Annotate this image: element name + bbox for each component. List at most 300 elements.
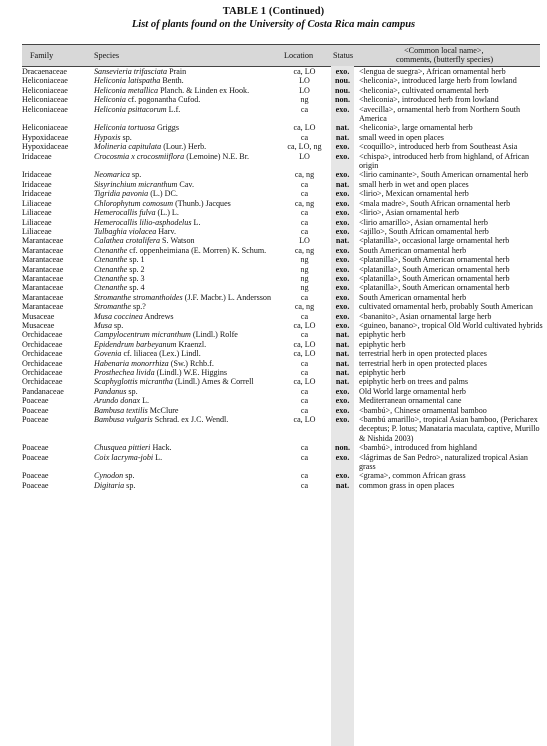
comment-cell: small weed in open places <box>359 132 444 142</box>
species-author: Schrad. ex J.C. Wendl. <box>152 415 229 425</box>
location-cell: ca <box>300 396 309 406</box>
species-author: (L.) L. <box>155 208 179 218</box>
comment-cell: <bambú>, Chinese ornamental bamboo <box>359 405 487 415</box>
location-cell: ng <box>300 264 309 274</box>
species-cell <box>94 321 278 330</box>
family-cell: Poaceae <box>22 415 49 425</box>
table-header <box>22 44 540 67</box>
location-cell: ca <box>300 208 309 218</box>
family-cell: Pandanaceae <box>22 386 64 396</box>
species-author: cf. pogonantha Cufod. <box>125 95 201 105</box>
status-cell: exo. <box>335 386 350 396</box>
table-row <box>22 330 545 339</box>
table-row <box>22 255 545 264</box>
species-author: McClure <box>147 405 179 415</box>
species-name: Tulbaghia violacea <box>94 226 157 236</box>
family-cell: Hypoxidaceae <box>22 142 69 152</box>
species-cell <box>94 387 278 396</box>
species-name: Molineria capitulata <box>94 142 162 152</box>
comment-cell: <heliconia>, cultivated ornamental herb <box>359 85 489 95</box>
species-name: Sisyrinchium micranthum <box>94 179 178 189</box>
family-cell: Orchidaceae <box>22 368 63 377</box>
species-name: Ctenanthe <box>94 283 128 293</box>
table-row <box>22 396 545 405</box>
species-name: Hemerocallis lilio-asphodelus <box>94 217 192 227</box>
species-author: cf. oppenheimiana (E. Morren) K. Schum. <box>127 245 267 255</box>
location-cell: ca, LO <box>293 377 316 387</box>
species-name: Heliconia <box>94 95 126 105</box>
table-row <box>22 142 545 151</box>
species-cell <box>94 123 278 132</box>
comment-cell: epiphytic herb <box>359 339 406 349</box>
species-cell <box>94 189 278 198</box>
location-cell: LO <box>299 236 310 246</box>
species-name: Scaphyglottis micrantha <box>94 377 173 387</box>
comment-cell: <heliconia>, introduced large herb from lowland <box>359 76 517 86</box>
status-cell: exo. <box>335 151 350 161</box>
species-author: (L.) DC. <box>148 189 178 199</box>
header-status: Status <box>333 51 354 60</box>
family-cell: Orchidaceae <box>22 349 63 359</box>
location-cell: ca, ng <box>294 198 315 208</box>
species-author: (Lindl.) W.E. Higgins <box>154 368 228 377</box>
species-name: Epidendrum barbeyanum <box>94 339 177 349</box>
table-subtitle: List of plants found on the University of Costa Rica main campus <box>131 19 416 30</box>
species-name: Bambusa vulgaris <box>94 415 153 425</box>
species-author: Hack. <box>150 443 172 453</box>
comment-cell: <platanilla>, South American ornamental herb <box>359 283 510 293</box>
species-name: Prosthechea livida <box>94 368 155 377</box>
species-name: Arundo donax <box>94 396 141 406</box>
family-cell: Poaceae <box>22 396 49 406</box>
species-cell <box>94 377 278 386</box>
species-cell <box>94 359 278 368</box>
location-cell: ca, LO <box>293 339 316 349</box>
species-cell <box>94 208 278 217</box>
table-row <box>22 293 545 302</box>
species-name: Govenia <box>94 349 122 359</box>
species-name: Sansevieria trifasciata <box>94 67 168 76</box>
table-row <box>22 387 545 396</box>
location-cell: ca <box>300 104 309 114</box>
comment-cell: <avecilla>, ornamental herb from Northern South America <box>359 104 521 124</box>
location-cell: ng <box>300 95 309 105</box>
location-cell: ca <box>300 132 309 142</box>
table-row <box>22 133 545 142</box>
status-cell: exo. <box>335 226 350 236</box>
table-row <box>22 359 545 368</box>
comment-cell: South American ornamental herb <box>359 292 467 302</box>
species-name: Ctenanthe <box>94 245 128 255</box>
comment-cell: <bananito>, Asian ornamental large herb <box>359 311 492 321</box>
family-cell: Poaceae <box>22 405 49 415</box>
species-name: Ctenanthe <box>94 273 128 283</box>
species-name: Hemerocallis fulva <box>94 208 156 218</box>
table-row <box>22 283 545 292</box>
comment-cell: <platanilla>, South American ornamental herb <box>359 255 510 265</box>
location-cell: ca <box>300 471 309 481</box>
status-cell: nat. <box>335 349 350 359</box>
plants-table <box>22 67 545 490</box>
family-cell: Heliconiaceae <box>22 104 68 114</box>
header-species: Species <box>94 51 120 60</box>
status-cell: exo. <box>335 273 350 283</box>
status-cell: nat. <box>335 339 350 349</box>
species-cell <box>94 152 278 171</box>
comment-cell: <guineo, banano>, tropical Old World cultivated hybrids <box>359 320 543 330</box>
header-family: Family <box>30 51 54 60</box>
species-name: Heliconia psittacorum <box>94 104 167 114</box>
species-author: sp. 3 <box>127 273 145 283</box>
status-cell: nou. <box>334 85 351 95</box>
location-cell: LO <box>299 151 310 161</box>
comment-cell: <heliconia>, introduced herb from lowland <box>359 95 499 105</box>
table-row <box>22 406 545 415</box>
comment-cell: <ajillo>, South African ornamental herb <box>359 226 489 236</box>
species-cell <box>94 302 278 311</box>
table-row <box>22 95 545 104</box>
species-name: Ctenanthe <box>94 264 128 274</box>
table-row <box>22 67 545 76</box>
comment-cell: terrestrial herb in open protected places <box>359 349 487 359</box>
family-cell: Orchidaceae <box>22 377 63 387</box>
family-cell: Liliaceae <box>22 198 52 208</box>
comment-cell: <lágrimas de San Pedro>, naturalized tropical Asian grass <box>359 452 528 472</box>
location-cell: ca <box>300 189 309 199</box>
family-cell: Dracaenaceae <box>22 67 67 76</box>
species-author: (Sw.) Rchb.f. <box>168 358 214 368</box>
species-author: L.f. <box>166 104 181 114</box>
table-row <box>22 227 545 236</box>
family-cell: Heliconiaceae <box>22 76 68 86</box>
table-body <box>22 67 545 490</box>
status-cell: exo. <box>335 189 350 199</box>
species-author: (Lindl.) Ames & Correll <box>172 377 254 387</box>
species-author: Harv. <box>156 226 176 236</box>
table-row <box>22 443 545 452</box>
family-cell: Marantaceae <box>22 283 64 293</box>
status-cell: exo. <box>335 405 350 415</box>
species-author: (Lindl.) Rolfe <box>190 330 238 340</box>
location-cell: ca, ng <box>294 302 315 312</box>
species-cell <box>94 471 278 480</box>
family-cell: Orchidaceae <box>22 339 63 349</box>
species-author: (Thunb.) Jacques <box>173 198 231 208</box>
status-cell: exo. <box>335 415 350 425</box>
family-cell: Marantaceae <box>22 236 64 246</box>
family-cell: Marantaceae <box>22 264 64 274</box>
location-cell: ca <box>300 217 309 227</box>
species-author: cf. liliacea (Lex.) Lindl. <box>121 349 201 359</box>
species-name: Campylocentrum micranthum <box>94 330 191 340</box>
location-cell: ng <box>300 255 309 265</box>
status-cell: nat. <box>335 132 350 142</box>
status-cell: non. <box>334 443 351 453</box>
species-author: sp. <box>126 386 138 396</box>
species-cell <box>94 180 278 189</box>
status-cell: nat. <box>335 368 350 377</box>
status-cell: exo. <box>335 452 350 462</box>
table-row <box>22 246 545 255</box>
status-cell: exo. <box>335 471 350 481</box>
family-cell: Marantaceae <box>22 273 64 283</box>
status-cell: exo. <box>335 67 350 76</box>
table-row <box>22 208 545 217</box>
family-cell: Orchidaceae <box>22 358 63 368</box>
table-row <box>22 180 545 189</box>
comment-cell: cultivated ornamental herb, probably South American <box>359 302 533 312</box>
table-row <box>22 152 545 171</box>
table-row <box>22 123 545 132</box>
comment-cell: <lengua de suegra>, African ornamental herb <box>359 67 506 76</box>
species-name: Chusquea pittieri <box>94 443 151 453</box>
status-cell: nou. <box>334 76 351 86</box>
table-row <box>22 415 545 443</box>
species-name: Habenaria monorrhiza <box>94 358 169 368</box>
family-cell: Poaceae <box>22 480 49 490</box>
species-cell <box>94 67 278 76</box>
table-row <box>22 471 545 480</box>
species-cell <box>94 443 278 452</box>
comment-cell: small herb in wet and open places <box>359 179 469 189</box>
species-author: Griggs <box>154 123 179 133</box>
species-name: Bambusa textilis <box>94 405 148 415</box>
species-cell <box>94 170 278 179</box>
species-name: Ctenanthe <box>94 255 128 265</box>
location-cell: ca <box>300 368 309 377</box>
species-author: S. Watson <box>160 236 195 246</box>
species-name: Stromanthe stromanthoides <box>94 292 183 302</box>
family-cell: Poaceae <box>22 452 49 462</box>
species-author: sp. <box>129 170 142 180</box>
status-cell: nat. <box>335 480 350 490</box>
comment-cell: <bambú amarillo>, tropical Asian bamboo, (Pericharex deceptus; P. lotus; Manataria maculata, captive, Murillo & Nishida 2003) <box>359 415 540 443</box>
location-cell: LO <box>299 85 310 95</box>
comment-cell: <platanilla>, South American ornamental herb <box>359 264 510 274</box>
table-row <box>22 349 545 358</box>
comment-cell: <heliconia>, large ornamental herb <box>359 123 473 133</box>
species-name: Heliconia latispatha <box>94 76 161 86</box>
status-cell: exo. <box>335 255 350 265</box>
table-row <box>22 236 545 245</box>
table-row <box>22 76 545 85</box>
species-author: Benth. <box>160 76 184 86</box>
species-cell <box>94 274 278 283</box>
species-cell <box>94 255 278 264</box>
status-cell: exo. <box>335 208 350 218</box>
species-author: sp. <box>112 320 124 330</box>
comment-cell: <platanilla>, South American ornamental herb <box>359 273 510 283</box>
species-name: Crocosmia x crocosmiiflora <box>94 151 185 161</box>
family-cell: Hypoxidaceae <box>22 132 69 142</box>
location-cell: ca <box>300 452 309 462</box>
location-cell: ca, LO <box>293 415 316 425</box>
table-row <box>22 274 545 283</box>
family-cell: Heliconiaceae <box>22 123 68 133</box>
species-cell <box>94 105 278 124</box>
table-row <box>22 340 545 349</box>
species-cell <box>94 227 278 236</box>
comment-cell: epiphytic herb <box>359 368 406 377</box>
table-title: TABLE 1 (Continued) <box>222 6 325 17</box>
family-cell: Musaceae <box>22 311 55 321</box>
species-cell <box>94 76 278 85</box>
species-cell <box>94 283 278 292</box>
family-cell: Iridaceae <box>22 189 52 199</box>
location-cell: LO <box>299 76 310 86</box>
species-cell <box>94 340 278 349</box>
species-name: Chlorophytum comosum <box>94 198 174 208</box>
species-cell <box>94 406 278 415</box>
species-cell <box>94 133 278 142</box>
comment-cell: South American ornamental herb <box>359 245 467 255</box>
status-cell: exo. <box>335 311 350 321</box>
comment-cell: terrestrial herb in open protected places <box>359 358 487 368</box>
table-row <box>22 86 545 95</box>
species-cell <box>94 396 278 405</box>
table-row <box>22 453 545 472</box>
table-row <box>22 265 545 274</box>
location-cell: ca <box>300 226 309 236</box>
species-author: Planch. & Linden ex Hook. <box>158 85 250 95</box>
status-cell: exo. <box>335 104 350 114</box>
header-location: Location <box>284 51 314 60</box>
species-cell <box>94 95 278 104</box>
species-name: Musa coccinea <box>94 311 143 321</box>
species-cell <box>94 481 278 490</box>
species-name: Heliconia metallica <box>94 85 159 95</box>
species-cell <box>94 293 278 302</box>
location-cell: ca <box>300 358 309 368</box>
location-cell: ng <box>300 273 309 283</box>
status-cell: nat. <box>335 358 350 368</box>
species-author: L. <box>191 217 201 227</box>
comment-cell: <lirio>, Asian ornamental herb <box>359 208 459 218</box>
status-cell: exo. <box>335 292 350 302</box>
species-author: sp.? <box>131 302 146 312</box>
status-cell: exo. <box>335 170 350 180</box>
status-cell: exo. <box>335 217 350 227</box>
comment-cell: <bambú>, introduced from highland <box>359 443 477 453</box>
table-row <box>22 368 545 377</box>
species-author: Kraenzl. <box>176 339 207 349</box>
status-cell: exo. <box>335 283 350 293</box>
species-name: Cynodon <box>94 471 124 481</box>
comment-cell: <coquillo>, introduced herb from Southeast Asia <box>359 142 518 152</box>
table-row <box>22 199 545 208</box>
table-row <box>22 481 545 490</box>
species-name: Tigridia pavonia <box>94 189 149 199</box>
table-row <box>22 218 545 227</box>
species-author: (J.F. Macbr.) L. Andersson <box>182 292 272 302</box>
location-cell: ng <box>300 283 309 293</box>
comment-cell: common grass in open places <box>359 480 455 490</box>
location-cell: ca, LO <box>293 67 316 76</box>
comment-cell: <platanilla>, occasional large ornamental herb <box>359 236 510 246</box>
species-author: Andrews <box>142 311 174 321</box>
species-author: sp. <box>124 480 136 490</box>
header-comments-line1: <Common local name>, <box>404 46 484 55</box>
species-cell <box>94 86 278 95</box>
family-cell: Marantaceae <box>22 302 64 312</box>
family-cell: Iridaceae <box>22 170 52 180</box>
family-cell: Poaceae <box>22 471 49 481</box>
family-cell: Orchidaceae <box>22 330 63 340</box>
table-row <box>22 302 545 311</box>
status-cell: exo. <box>335 396 350 406</box>
status-cell: exo. <box>335 302 350 312</box>
location-cell: ca <box>300 443 309 453</box>
species-name: Coix lacryma-jobi <box>94 452 154 462</box>
location-cell: ca <box>300 330 309 340</box>
location-cell: ca <box>300 480 309 490</box>
status-cell: exo. <box>335 264 350 274</box>
location-cell: ca, LO <box>293 123 316 133</box>
species-author: (Lemoine) N.E. Br. <box>184 151 249 161</box>
family-cell: Poaceae <box>22 443 49 453</box>
species-author: (Lour.) Herb. <box>161 142 207 152</box>
species-author: L. <box>140 396 150 406</box>
status-cell: nat. <box>335 377 350 387</box>
species-author: sp. <box>123 471 135 481</box>
family-cell: Heliconiaceae <box>22 95 68 105</box>
species-cell <box>94 349 278 358</box>
species-name: Stromanthe <box>94 302 132 312</box>
species-name: Hypoxis <box>94 132 121 142</box>
comment-cell: <lirio amarillo>, Asian ornamental herb <box>359 217 488 227</box>
header-comments-line2: comments, (butterfly species) <box>396 55 494 64</box>
family-cell: Marantaceae <box>22 292 64 302</box>
status-cell: nat. <box>335 236 350 246</box>
species-name: Digitaria <box>94 480 125 490</box>
comment-cell: <lirio>, Mexican ornamental herb <box>359 189 469 199</box>
location-cell: ca <box>300 292 309 302</box>
family-cell: Marantaceae <box>22 255 64 265</box>
table-row <box>22 312 545 321</box>
species-author: Cav. <box>177 179 194 189</box>
comment-cell: <chispa>, introduced herb from highland, of African origin <box>359 151 530 171</box>
location-cell: ca, ng <box>294 170 315 180</box>
species-author: sp. <box>120 132 132 142</box>
species-cell <box>94 265 278 274</box>
species-author: sp. 4 <box>127 283 145 293</box>
family-cell: Musaceae <box>22 320 55 330</box>
species-cell <box>94 312 278 321</box>
species-name: Pandanus <box>94 386 127 396</box>
status-cell: nat. <box>335 123 350 133</box>
species-author: sp. 1 <box>127 255 145 265</box>
species-author: L. <box>153 452 163 462</box>
comment-cell: Mediterranean ornamental cane <box>359 396 462 406</box>
status-cell: exo. <box>335 320 350 330</box>
family-cell: Heliconiaceae <box>22 85 68 95</box>
species-cell <box>94 142 278 151</box>
comment-cell: Old World large ornamental herb <box>359 386 466 396</box>
status-cell: nat. <box>335 330 350 340</box>
status-cell: exo. <box>335 245 350 255</box>
species-cell <box>94 246 278 255</box>
comment-cell: epiphytic herb <box>359 330 406 340</box>
location-cell: ca <box>300 386 309 396</box>
species-cell <box>94 236 278 245</box>
species-cell <box>94 368 278 377</box>
status-cell: exo. <box>335 198 350 208</box>
location-cell: ca, LO, ng <box>287 142 322 152</box>
species-author: sp. 2 <box>127 264 145 274</box>
table-row <box>22 189 545 198</box>
family-cell: Liliaceae <box>22 226 52 236</box>
table-row <box>22 105 545 124</box>
